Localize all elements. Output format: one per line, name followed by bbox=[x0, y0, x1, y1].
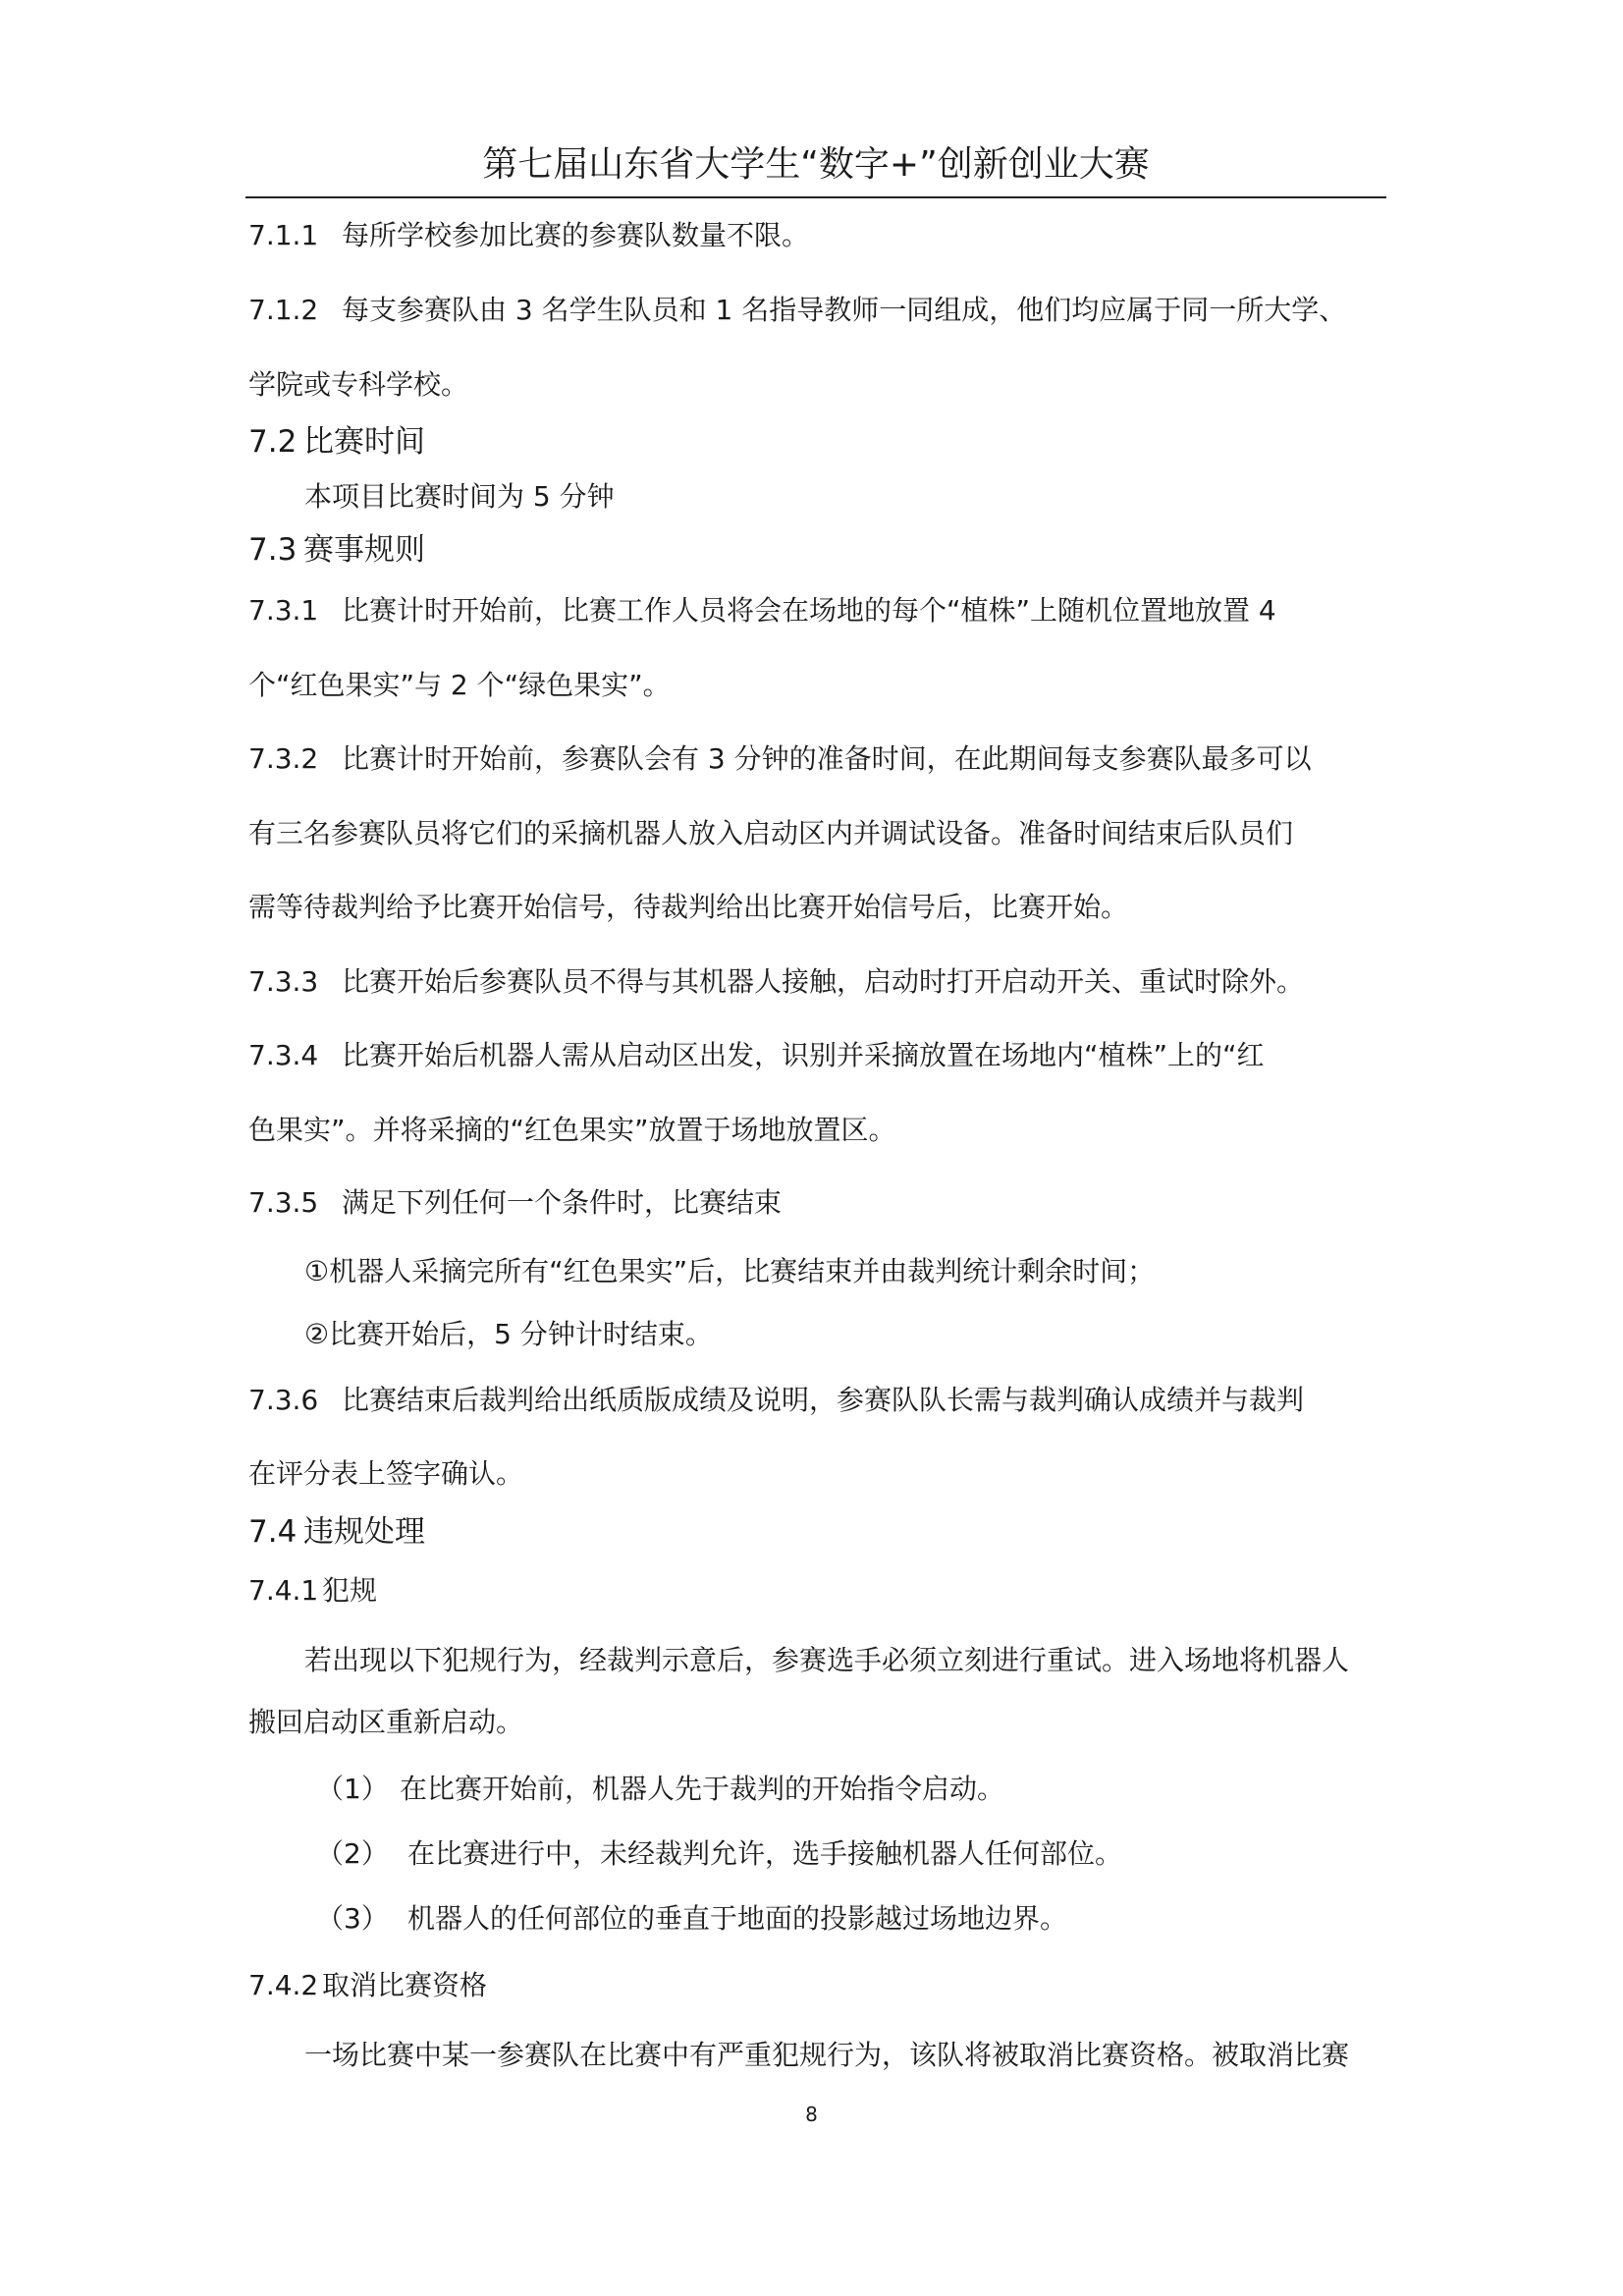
violation-item-1 bbox=[316, 1770, 1004, 1809]
clause-text: 满足下列任何一个条件时，比赛结束 bbox=[342, 1186, 783, 1219]
header-rule bbox=[245, 196, 1386, 198]
violation-item-3 bbox=[316, 1899, 1067, 1939]
item-text: 机器人的任何部位的垂直于地面的投影越过场地边界。 bbox=[407, 1902, 1068, 1935]
section-title: 违规处理 bbox=[303, 1514, 425, 1550]
section-number: 7.4 bbox=[248, 1514, 298, 1550]
clause-number: 7.3.4 bbox=[248, 1039, 319, 1071]
clause-7-3-5-item-1: ①机器人采摘完所有“红色果实”后，比赛结束并由裁判统计剩余时间； bbox=[304, 1255, 1156, 1287]
clause-number: 7.4.1 bbox=[248, 1574, 319, 1607]
item-label: （3） bbox=[316, 1902, 389, 1935]
clause-7-3-3 bbox=[248, 962, 1304, 1002]
section-7-2-heading bbox=[248, 422, 425, 462]
clause-7-4-1-paragraph: 若出现以下犯规行为，经裁判示意后，参赛选手必须立刻进行重试。进入场地将机器人 bbox=[304, 1644, 1350, 1676]
page-number: 8 bbox=[805, 2103, 818, 2126]
section-7-3-heading bbox=[248, 530, 425, 570]
clause-text: 比赛计时开始前，参赛队会有 3 分钟的准备时间，在此期间每支参赛队最多可以 bbox=[342, 742, 1312, 775]
clause-number: 7.1.1 bbox=[248, 219, 319, 251]
item-text: 在比赛开始前，机器人先于裁判的开始指令启动。 bbox=[400, 1773, 1005, 1805]
clause-7-3-6-continuation: 在评分表上签字确认。 bbox=[248, 1457, 524, 1490]
clause-text: 比赛开始后参赛队员不得与其机器人接触，启动时打开启动开关、重试时除外。 bbox=[342, 965, 1305, 998]
clause-text: 比赛结束后裁判给出纸质版成绩及说明，参赛队队长需与裁判确认成绩并与裁判 bbox=[342, 1384, 1305, 1416]
clause-7-3-4-continuation: 色果实”。并将采摘的“红色果实”放置于场地放置区。 bbox=[248, 1114, 896, 1146]
clause-text: 比赛开始后机器人需从启动区出发，识别并采摘放置在场地内“植株”上的“红 bbox=[342, 1039, 1265, 1071]
clause-number: 7.3.2 bbox=[248, 742, 319, 775]
clause-7-4-2-heading bbox=[248, 1966, 487, 2005]
clause-number: 7.3.5 bbox=[248, 1186, 319, 1219]
clause-text: 每所学校参加比赛的参赛队数量不限。 bbox=[342, 219, 810, 251]
clause-7-3-5-item-2: ②比赛开始后，5 分钟计时结束。 bbox=[304, 1318, 713, 1350]
clause-title: 犯规 bbox=[322, 1574, 378, 1607]
clause-7-4-1-heading bbox=[248, 1571, 377, 1611]
clause-number: 7.1.2 bbox=[248, 294, 319, 326]
item-text: 在比赛进行中，未经裁判允许，选手接触机器人任何部位。 bbox=[407, 1837, 1123, 1870]
clause-7-4-1-continuation: 搬回启动区重新启动。 bbox=[248, 1706, 524, 1738]
section-number: 7.3 bbox=[248, 532, 298, 568]
clause-number: 7.3.1 bbox=[248, 594, 319, 627]
clause-text: 每支参赛队由 3 名学生队员和 1 名指导教师一同组成，他们均应属于同一所大学、 bbox=[342, 294, 1347, 326]
section-7-2-body: 本项目比赛时间为 5 分钟 bbox=[304, 480, 615, 513]
clause-7-3-6 bbox=[248, 1381, 1304, 1420]
clause-7-3-2-continuation-1: 有三名参赛队员将它们的采摘机器人放入启动区内并调试设备。准备时间结束后队员们 bbox=[248, 817, 1294, 849]
item-label: （2） bbox=[316, 1837, 389, 1870]
page-header-title: 第七届山东省大学生“数字+”创新创业大赛 bbox=[482, 144, 1150, 185]
section-number: 7.2 bbox=[248, 424, 298, 460]
section-title: 赛事规则 bbox=[303, 532, 425, 568]
clause-7-3-1-continuation: 个“红色果实”与 2 个“绿色果实”。 bbox=[248, 669, 671, 701]
item-label: （1） bbox=[316, 1773, 389, 1805]
clause-7-3-2-continuation-2: 需等待裁判给予比赛开始信号，待裁判给出比赛开始信号后，比赛开始。 bbox=[248, 891, 1129, 923]
clause-title: 取消比赛资格 bbox=[322, 1969, 488, 2001]
clause-7-3-5 bbox=[248, 1183, 782, 1223]
clause-number: 7.3.6 bbox=[248, 1384, 319, 1416]
clause-7-3-1 bbox=[248, 591, 1276, 630]
clause-number: 7.4.2 bbox=[248, 1969, 319, 2001]
clause-7-3-2 bbox=[248, 739, 1312, 779]
clause-7-3-4 bbox=[248, 1036, 1265, 1075]
clause-number: 7.3.3 bbox=[248, 965, 319, 998]
clause-7-4-2-paragraph: 一场比赛中某一参赛队在比赛中有严重犯规行为，该队将被取消比赛资格。被取消比赛 bbox=[304, 2039, 1350, 2071]
clause-7-1-2 bbox=[248, 291, 1346, 330]
violation-item-2 bbox=[316, 1834, 1122, 1874]
clause-7-1-1 bbox=[248, 216, 809, 255]
section-title: 比赛时间 bbox=[303, 424, 425, 460]
clause-text: 比赛计时开始前，比赛工作人员将会在场地的每个“植株”上随机位置地放置 4 bbox=[342, 594, 1276, 627]
section-7-4-heading bbox=[248, 1512, 425, 1552]
clause-7-1-2-continuation: 学院或专科学校。 bbox=[248, 368, 469, 401]
